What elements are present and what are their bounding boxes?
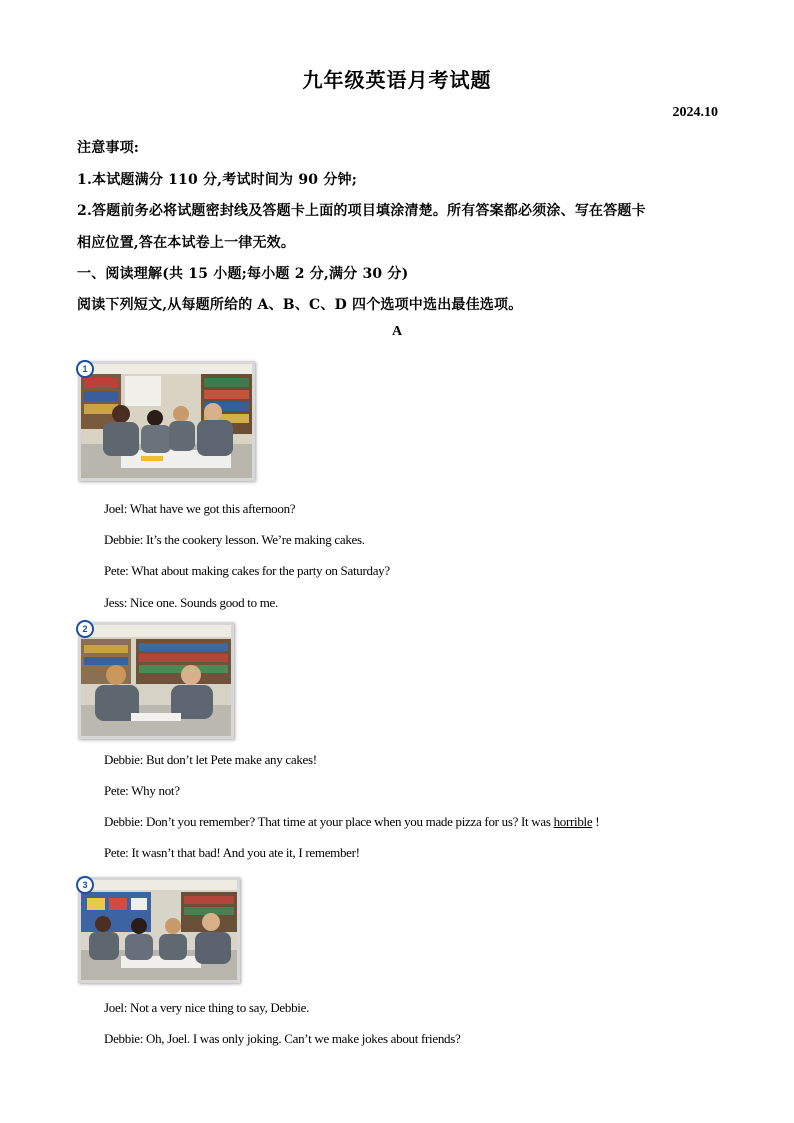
notes-item-1: 1.本试题满分 110 分,考试时间为 90 分钟; [77, 172, 358, 188]
exam-date: 2024.10 [672, 105, 718, 120]
photo-number-badge: 1 [76, 360, 94, 378]
underlined-word: horrible [553, 814, 593, 829]
dialogue-line [104, 814, 599, 830]
photo-number-badge: 3 [76, 876, 94, 894]
notes-item-2-line-1: 2.答题前务必将试题密封线及答题卡上面的项目填涂清楚。所有答案都必须涂、写在答题卡 [77, 203, 646, 219]
passage-letter: A [391, 324, 403, 339]
classroom-photo-2 [78, 622, 234, 739]
classroom-photo-1 [78, 361, 255, 481]
dialogue-line: Joel: What have we got this afternoon? [104, 501, 296, 516]
dialogue-line: Pete: It wasn’t that bad! And you ate it, I remember! [104, 845, 360, 860]
library-scene-image [81, 625, 231, 736]
dialogue-text: Debbie: Don’t you remember? That time at your place when you made pizza for us? It was [104, 814, 554, 829]
section-instruction: 阅读下列短文,从每题所给的 A、B、C、D 四个选项中选出最佳选项。 [77, 297, 523, 313]
dialogue-line: Jess: Nice one. Sounds good to me. [104, 595, 278, 610]
exam-title: 九年级英语月考试题 [302, 68, 492, 92]
dialogue-line: Debbie: Oh, Joel. I was only joking. Can’t we make jokes about friends? [104, 1031, 461, 1046]
dialogue-line: Debbie: It’s the cookery lesson. We’re making cakes. [104, 532, 365, 547]
dialogue-line: Pete: What about making cakes for the party on Saturday? [104, 563, 390, 578]
dialogue-line: Debbie: But don’t let Pete make any cakes! [104, 752, 317, 767]
library-scene-image [81, 364, 252, 478]
dialogue-line: Pete: Why not? [104, 783, 180, 798]
notes-item-2-line-2: 相应位置,答在本试卷上一律无效。 [77, 235, 296, 251]
photo-number-badge: 2 [76, 620, 94, 638]
section-heading: 一、阅读理解(共 15 小题;每小题 2 分,满分 30 分) [77, 266, 409, 282]
dialogue-line: Joel: Not a very nice thing to say, Debbie. [104, 1000, 310, 1015]
dialogue-text: ! [592, 814, 600, 829]
notes-heading: 注意事项: [77, 140, 140, 156]
library-scene-image [81, 880, 237, 980]
classroom-photo-3 [78, 877, 240, 983]
